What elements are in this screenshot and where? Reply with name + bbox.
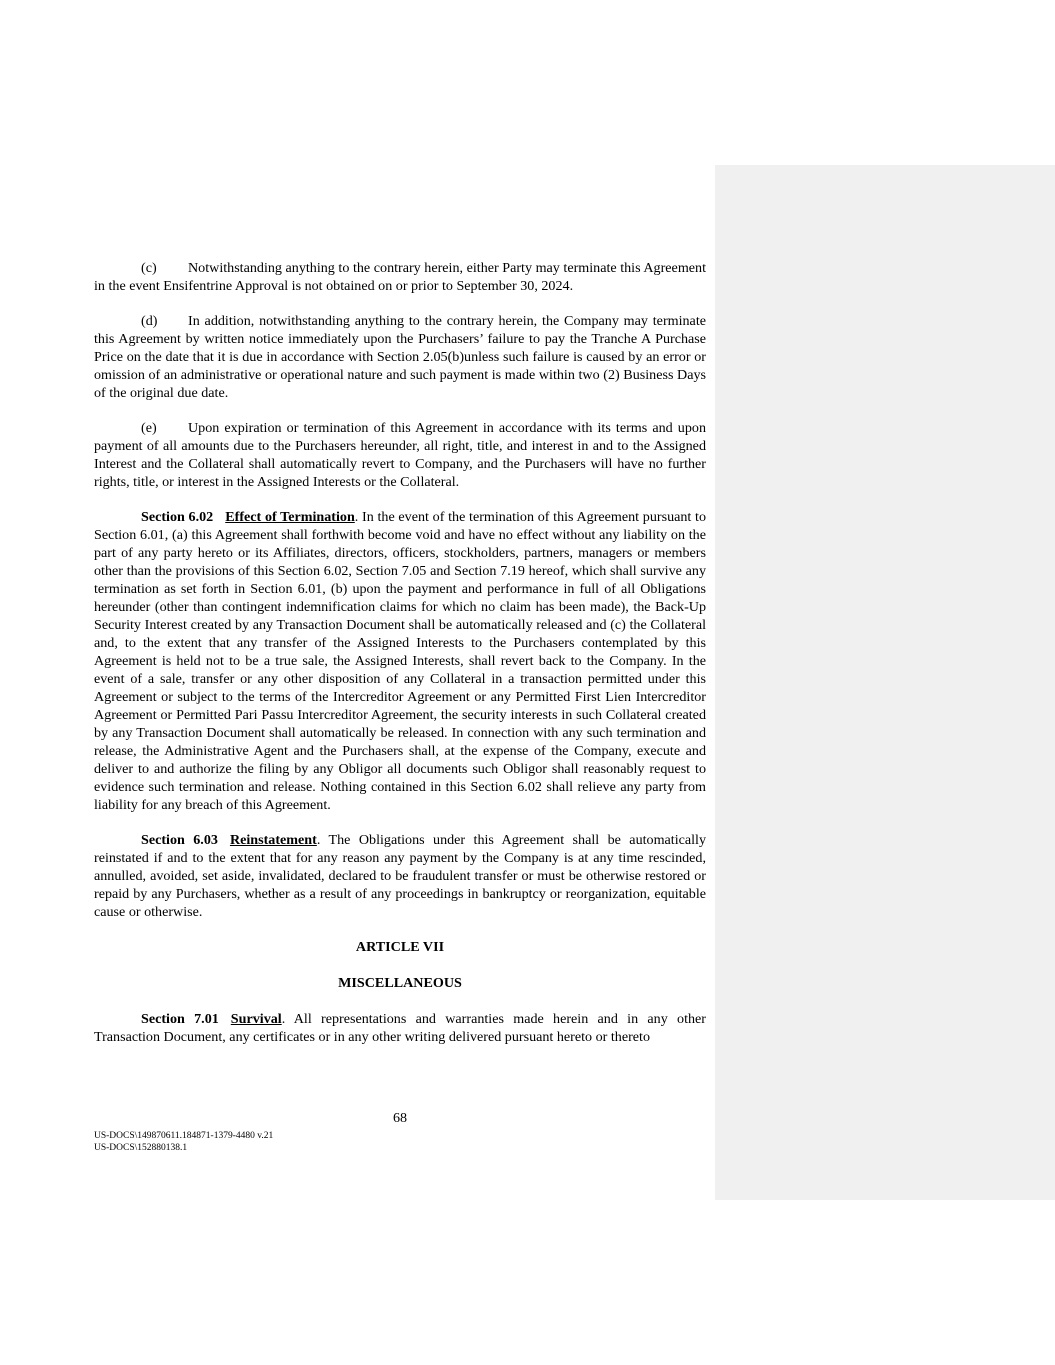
document-footer <box>94 1130 273 1154</box>
section-text: . In the event of the termination of this Agreement pursuant to Section 6.01, (a) this Agreement shall forthwith become void and have no effect without any liability on the part of any party hereto or its Affiliates, directors, officers, stockholders, partners, managers or members other than the provisions of this Section 6.02, Section 7.05 and Section 7.19 hereof, which shall survive any termination as set forth in Section 6.01, (b) upon the payment and performance in full of all Obligations hereunder (other than contingent indemnification claims for which no claim has been made), the Back-Up Security Interest created by any Transaction Document shall be automatically released and (c) the Collateral and, to the extent that any transfer of the Assigned Interests to the Purchasers contemplated by this Agreement is held not to be a true sale, the Assigned Interests, shall revert back to the Company. In the event of a sale, transfer or any other disposition of any Collateral in a transaction permitted under this Agreement or subject to the terms of the Intercreditor Agreement or any Permitted First Lien Intercreditor Agreement or Permitted Pari Passu Intercreditor Agreement, the security interests in such Collateral created by any Transaction Document shall automatically be released. In connection with any such termination and release, the Administrative Agent and the Purchasers shall, at the expense of the Company, execute and deliver to and authorize the filing by any Obligor all documents such Obligor shall reasonably request to evidence such termination and release. Nothing contained in this Section 6.02 shall relieve any party from liability for any breach of this Agreement. <box>94 509 707 813</box>
section-title: Survival <box>230 1011 282 1027</box>
paragraph-c <box>94 259 706 295</box>
section-number: Section 7.01 <box>141 1011 219 1027</box>
section-6-02 <box>94 508 706 814</box>
section-title: Reinstatement <box>229 832 317 848</box>
paragraph-text: Upon expiration or termination of this Agreement in accordance with its terms and upon payment of all amounts due to the Purchasers hereunder, all right, title, and interest in and to the Assigned Interest and the Collateral shall automatically revert to Company, and the Purchasers will have no further rights, title, or interest in the Assigned Interests or the Collateral. <box>94 420 706 490</box>
section-number: Section 6.03 <box>141 832 218 848</box>
article-title: MISCELLANEOUS <box>338 975 462 991</box>
page-number: 68 <box>392 1110 408 1126</box>
section-number: Section 6.02 <box>141 509 214 525</box>
section-title: Effect of Termination <box>225 509 355 525</box>
paragraph-e <box>94 419 706 491</box>
section-7-01 <box>94 1010 706 1046</box>
paragraph-label: (d) <box>141 313 158 329</box>
comment-pane <box>715 165 1055 1200</box>
paragraph-d <box>94 312 706 402</box>
article-heading: ARTICLE VII <box>355 939 445 955</box>
paragraph-text: Notwithstanding anything to the contrary herein, either Party may terminate this Agreement in the event Ensifentrine Approval is not obtained on or prior to September 30, 2024. <box>94 260 706 294</box>
section-text: . All representations and warranties made herein and in any other Transaction Document, any certificates or in any other writing delivered pursuant hereto or thereto <box>94 1011 707 1045</box>
footer-doc-id: US-DOCS\149870611.184871-1379-4480 v.21 <box>94 1131 274 1141</box>
document-body <box>94 259 706 1063</box>
paragraph-text: In addition, notwithstanding anything to the contrary herein, the Company may terminate this Agreement by written notice immediately upon the Purchasers’ failure to pay the Tranche A Purchase Price on the date that it is due in accordance with Section 2.05(b)unless such failure is caused by an error or omission of an administrative or operational nature and such payment is made within two (2) Business Days of the original due date. <box>94 313 706 401</box>
section-6-03 <box>94 831 706 921</box>
paragraph-label: (c) <box>141 260 157 276</box>
section-text: . The Obligations under this Agreement shall be automatically reinstated if and to the extent that for any reason any payment by the Company is at any time rescinded, annulled, avoided, set aside, invalidated, declared to be fraudulent transfer or must be otherwise restored or repaid by any Purchasers, whether as a result of any proceedings in bankruptcy or reorganization, equitable cause or otherwise. <box>94 832 707 920</box>
footer-doc-id: US-DOCS\152880138.1 <box>94 1143 188 1153</box>
paragraph-label: (e) <box>141 420 157 436</box>
